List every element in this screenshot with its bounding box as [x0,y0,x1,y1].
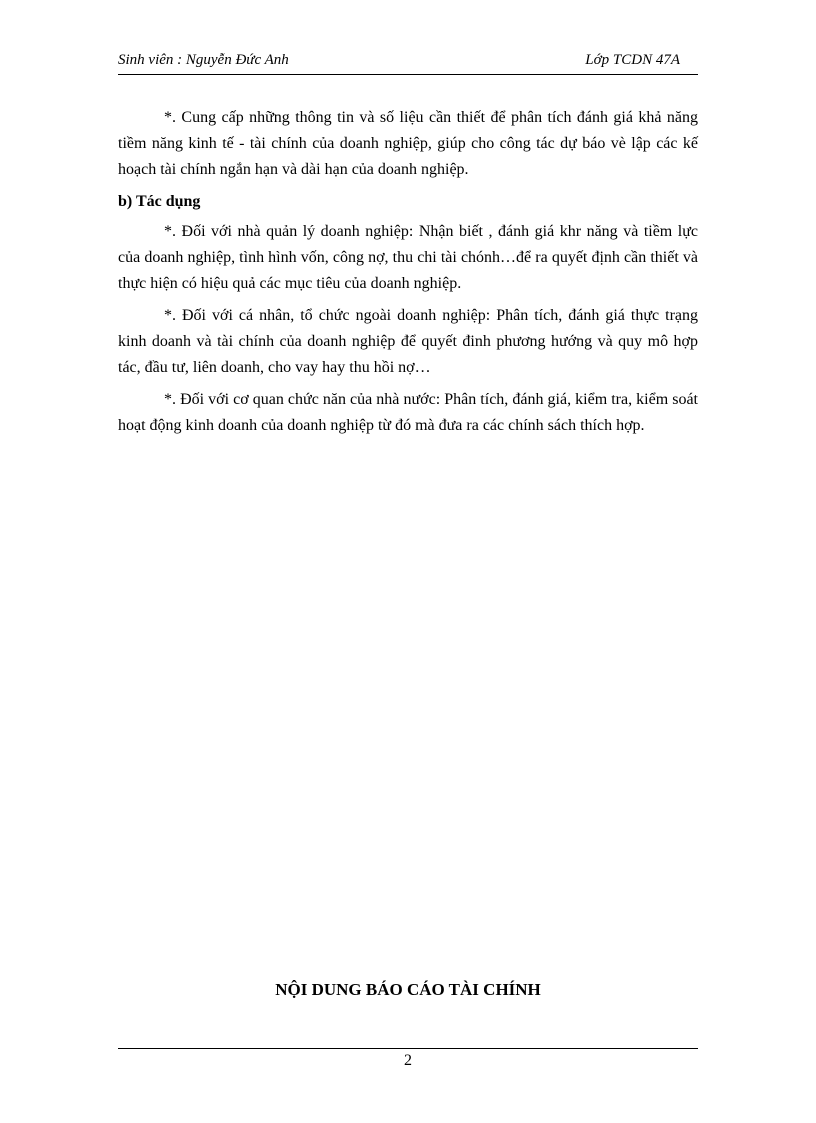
document-body [118,105,698,445]
page-header [118,52,698,74]
header-student-name: Sinh viên : Nguyễn Đức Anh [118,52,289,68]
paragraph-state-agencies: *. Đối với cơ quan chức năn của nhà nước: Phân tích, đánh giá, kiểm tra, kiểm soát hoạt động kinh doanh của doanh nghiệp từ đó mà đưa ra các chính sách thích hợp. [118,391,698,434]
section-heading: b) Tác dụng [118,193,201,210]
page-number: 2 [404,1052,412,1069]
header-divider [118,74,698,75]
header-class: Lớp TCDN 47A [585,52,680,68]
paragraph-external: *. Đối với cá nhân, tổ chức ngoài doanh nghiệp: Phân tích, đánh giá thực trạng kinh doanh và tài chính của doanh nghiệp để quyết đinh phương hướng và quy mô hợp tác, đầu tư, liên doanh, cho vay hay thu hồi nợ… [118,307,698,376]
footer-divider [118,1048,698,1049]
section-title: NỘI DUNG BÁO CÁO TÀI CHÍNH [275,980,541,999]
paragraph-managers: *. Đối với nhà quản lý doanh nghiệp: Nhận biết , đánh giá khr năng và tiềm lực của doanh nghiệp, tình hình vốn, công nợ, thu chi tài chónh…để ra quyết định cần thiết và thực hiện có hiệu quả các mục tiêu của doanh nghiệp. [118,223,698,292]
intro-paragraph: *. Cung cấp những thông tin và số liệu cần thiết để phân tích đánh giá khả năng tiềm năng kinh tế - tài chính của doanh nghiệp, giúp cho công tác dự báo vè lập các kế hoạch tài chính ngắn hạn và dài hạn của doanh nghiệp. [118,109,698,178]
